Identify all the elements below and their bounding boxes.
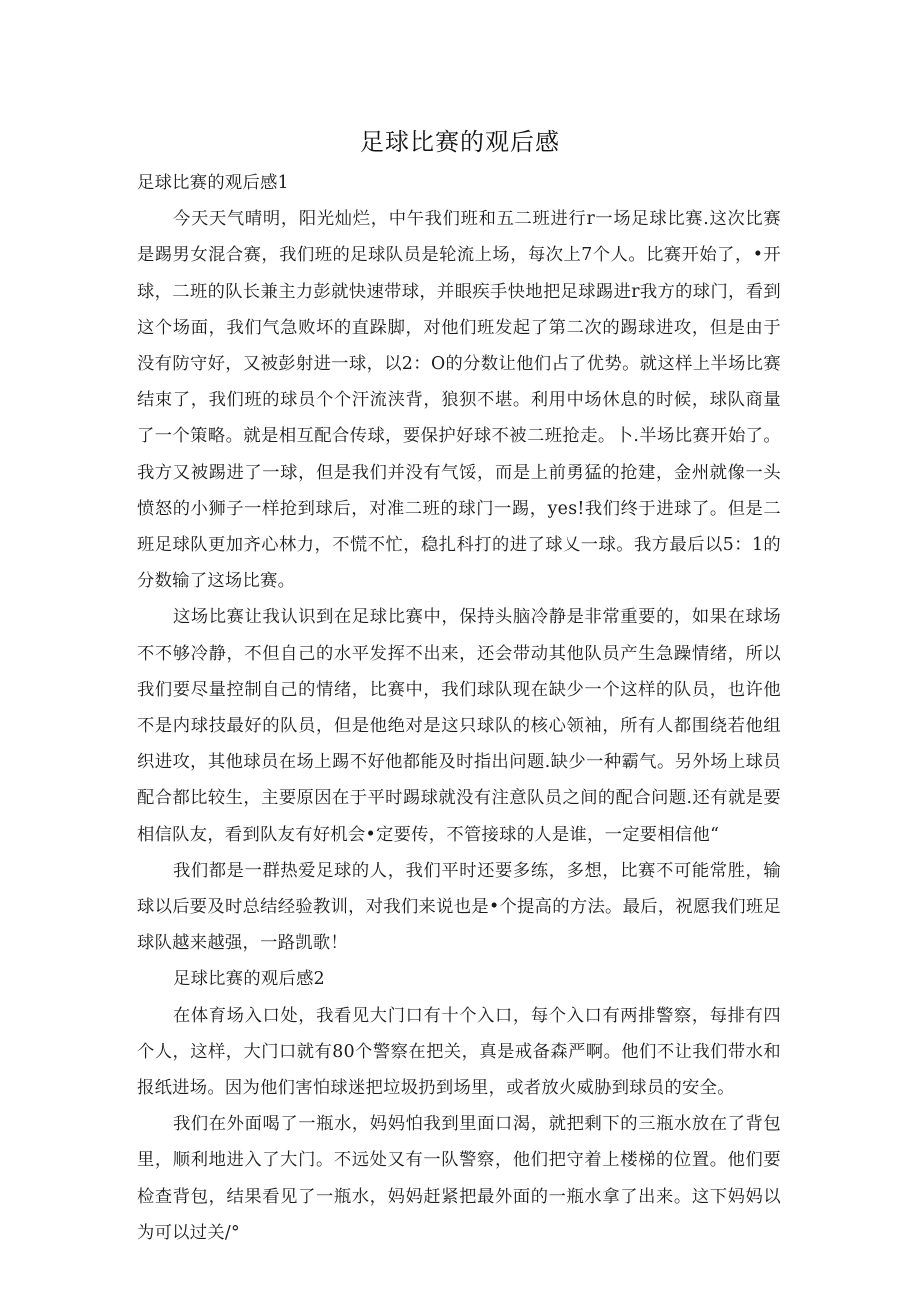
document-body [137,165,781,1251]
section-2-heading: 足球比赛的观后感2 [173,969,325,990]
document-title: 足球比赛的观后感 [360,128,560,156]
section-1-paragraph-2: 这场比赛让我认识到在足球比赛中，保持头脑冷静是非常重要的，如果在球场不不够冷静，不但自己的水平发挥不出来，还会带动其他队员产生急躁情绪，所以我们要尽量控制自己的情绪，比赛中，我们球队现在缺少一个这样的队员，也许他不是内球技最好的队员，但是他绝对是这只球队的核心领袖，所有人都围绕若他组织进攻，其他球员在场上踢不好他都能及时指出问题.缺少一种霸气。另外场上球员配合都比较生，主要原因在于平时踢球就没有注意队员之间的配合问题.还有就是要相信队友，看到队友有好机会•定要传，不管接球的人是谁，一定要相信他“ [137,607,781,845]
section-1-paragraph-3: 我们都是一群热爱足球的人，我们平时还要多练，多想，比赛不可能常胜，输球以后要及时总结经验教训，对我们来说也是•个提高的方法。最后，祝愿我们班足球队越来越强，一路凯歌！ [137,860,781,954]
section-2-paragraph-2: 我们在外面喝了一瓶水，妈妈怕我到里面口渴，就把剩下的三瓶水放在了背包里，顺利地进入了大门。不远处又有一队警察，他们把守着上楼梯的位置。他们要检查背包，结果看见了一瓶水，妈妈赶紧把最外面的一瓶水拿了出来。这下妈妈以为可以过关/° [137,1114,781,1243]
section-1-heading: 足球比赛的观后感1 [137,173,289,193]
section-1-paragraph-1: 今天天气晴明，阳光灿烂，中午我们班和五二班进行r一场足球比赛.这次比赛是踢男女混合赛，我们班的足球队员是轮流上场，每次上7个人。比赛开始了，•开球，二班的队长兼主力彭就快速带球，并眼疾手快地把足球踢进r我方的球门，看到这个场面，我们气急败坏的直跺脚，对他们班发起了第二次的踢球进攻，但是由于没有防守好，又被彭射进一球，以2：O的分数让他们占了优势。就这样上半场比赛结束了，我们班的球员个个汗流浃背，狼狈不堪。利用中场休息的时候，球队商量了一个策略。就是相互配合传球，要保护好球不被二班抢走。卜.半场比赛开始了。我方又被踢进了一球，但是我们并没有气馁，而是上前勇猛的抢建，金州就像一头愤怒的小狮子一样抢到球后，对准二班的球门一踢，yes!我们终于进球了。但是二班足球队更加齐心林力，不慌不忙，稳扎科打的进了球乂一球。我方最后以5：1的分数输了这场比赛。 [137,209,781,592]
section-2-paragraph-1: 在体育场入口处，我看见大门口有十个入口，每个入口有两排警察，每排有四个人，这样，大门口就有80个警察在把关，真是戒备森严啊。他们不让我们带水和报纸进场。因为他们害怕球迷把垃圾扔到场里，或者放火威胁到球员的安全。 [137,1005,781,1099]
